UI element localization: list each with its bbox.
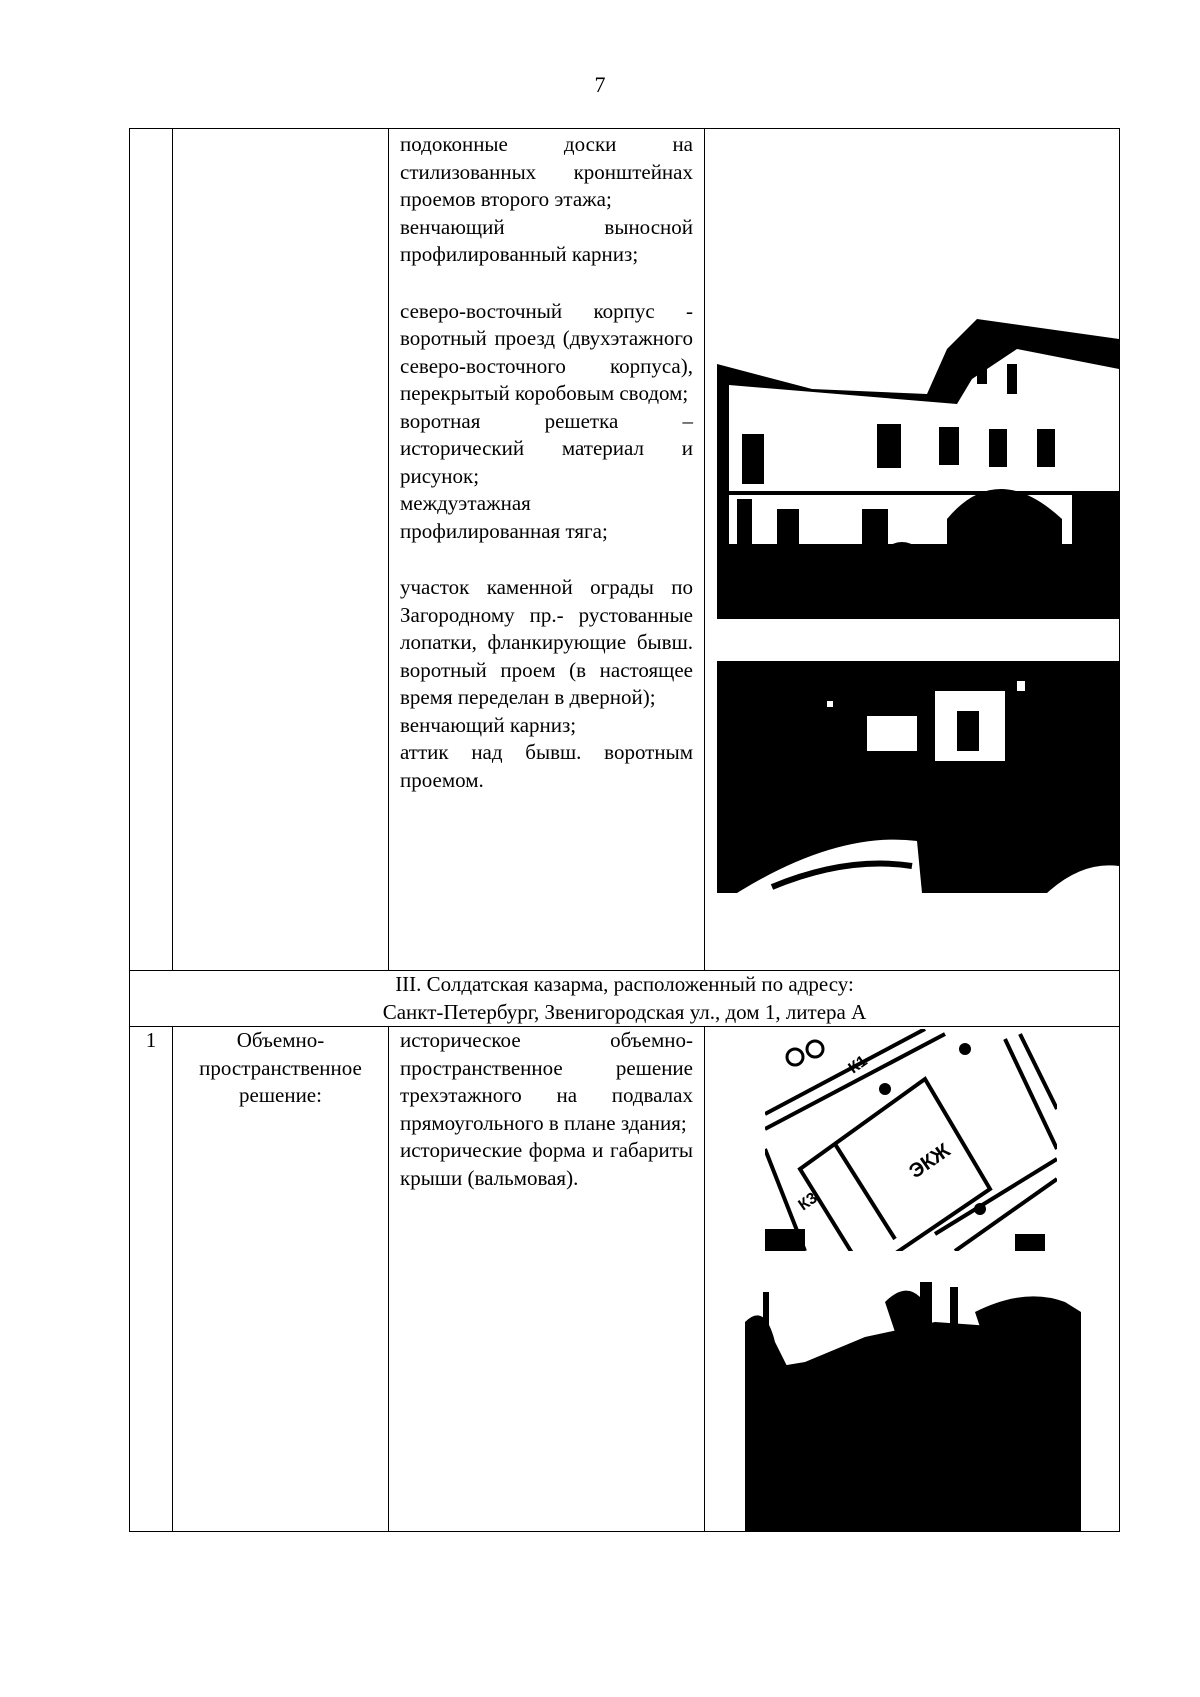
fence-photo <box>717 661 1119 893</box>
description-top <box>389 129 704 269</box>
section-header-row <box>130 971 1120 1027</box>
cell-photos <box>705 129 1120 971</box>
table-row <box>130 129 1120 971</box>
paragraph: участок каменной ограды по Загородному пр.- рустованные лопатки, фланкирующие бывш. воротный проем (в настоящее время переделан в дверной); <box>400 575 693 709</box>
protected-elements-table <box>129 128 1120 1532</box>
paragraph: исторические форма и габариты крыши (вальмовая). <box>400 1138 693 1190</box>
table-row <box>130 1027 1120 1532</box>
paragraph: подоконные доски на стилизованных кронштейнах проемов второго этажа; <box>400 132 693 211</box>
section-title-line2: Санкт-Петербург, Звенигородская ул., дом 1, литера А <box>382 999 867 1024</box>
paragraph: северо-восточный корпус - воротный проезд (двухэтажного северо-восточного корпуса), перекрытый коробовым сводом; <box>400 298 693 405</box>
cell-photos <box>705 1027 1120 1532</box>
paragraph: воротная решетка – исторический материал и рисунок; <box>400 408 693 488</box>
paragraph: историческое объемно-пространственное решение трехэтажного на подвалах прямоугольного в плане здания; <box>400 1028 693 1135</box>
row-category: Объемно-пространственное решение: <box>173 1027 389 1532</box>
map-k3-label: К3 <box>795 1189 821 1215</box>
map-block-label: ЭКЖ <box>905 1139 955 1184</box>
section-title-line1: III. Солдатская казарма, расположенный по адресу: <box>395 972 854 996</box>
barracks-photo <box>745 1282 1081 1532</box>
cell-number-empty <box>130 129 173 971</box>
description-volume <box>389 1027 704 1192</box>
section-header <box>130 971 1120 1027</box>
cell-description <box>389 1027 705 1532</box>
description-northeast-building <box>389 296 704 546</box>
cell-description <box>389 129 705 971</box>
paragraph: аттик над бывш. воротным проемом. <box>400 740 693 792</box>
northeast-building-photo <box>717 319 1119 619</box>
page-number: 7 <box>594 72 606 97</box>
row-number: 1 <box>130 1027 173 1532</box>
paragraph: междуэтажная профилированная тяга; <box>400 491 608 543</box>
site-plan-map <box>765 1029 1057 1251</box>
description-fence <box>389 572 704 794</box>
paragraph: венчающий выносной профилированный карниз; <box>400 214 693 266</box>
paragraph: венчающий карниз; <box>400 712 577 737</box>
map-k1-label: К1 <box>845 1052 871 1078</box>
cell-category-empty <box>173 129 389 971</box>
